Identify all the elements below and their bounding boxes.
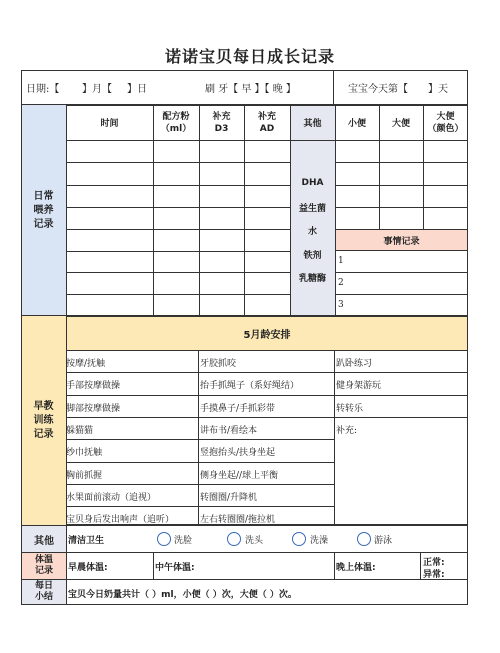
option-wash-hair: 洗头 [245, 536, 264, 546]
training-item: 躲猫猫 [66, 426, 94, 436]
training-note-label: 补充: [336, 426, 358, 436]
other-item-dha: DHA [301, 178, 324, 188]
day-label: 】日 [127, 84, 147, 95]
training-item: 竖抱抬头/扶身坐起 [200, 448, 276, 458]
option-swim: 游泳 [374, 536, 393, 546]
month-label: 】月【 [82, 84, 112, 95]
training-item: 手摸鼻子/手抓彩带 [200, 404, 276, 414]
option-bath: 洗澡 [310, 536, 329, 546]
training-item: 水果面前滚动（追视） [66, 493, 157, 503]
training-item: 手部按摩做操 [66, 381, 121, 391]
option-checkbox[interactable] [157, 532, 171, 546]
events-title: 事情记录 [336, 230, 467, 250]
brush-teeth-label: 刷 牙【 早 】【 晚 】 [205, 84, 296, 95]
page-title: 诺诺宝贝每日成长记录 [164, 47, 335, 66]
training-item: 宝贝身后发出响声（追听） [66, 515, 175, 525]
feeding-section-label: 日常 喂养 记录 [33, 190, 54, 230]
other-item-probiotic: 益生菌 [298, 204, 326, 214]
evening-temp-label: 晚上体温: [336, 563, 376, 573]
normal-label: 正常: [423, 558, 445, 568]
header-stool-color: 大便 （颜色） [427, 111, 464, 134]
other-item-lactase: 乳糖酶 [298, 274, 326, 284]
event-2: 2 [338, 278, 344, 288]
noon-temp-label: 中午体温: [155, 563, 195, 573]
event-1: 1 [338, 256, 344, 266]
other-item-water: 水 [307, 227, 317, 237]
header-stool: 大便 [391, 119, 410, 129]
summary-row-label: 每日 小结 [22, 580, 66, 604]
temp-row-label: 体温 记录 [22, 553, 66, 579]
header-d3: 补充 D3 [212, 111, 231, 134]
training-item: 纱巾抚触 [66, 448, 103, 458]
morning-temp-label: 早晨体温: [68, 563, 108, 573]
option-checkbox[interactable] [227, 532, 241, 546]
header-urine: 小便 [347, 119, 366, 129]
training-item: 胸前抓握 [66, 471, 103, 481]
training-item: 转圈圈/升降机 [200, 493, 258, 503]
abnormal-label: 异常: [423, 570, 445, 580]
training-item: 按摩/抚触 [66, 359, 106, 369]
summary-text: 宝贝今日奶量共计（ ）ml，小便（ ）次，大便（ ）次。 [68, 590, 297, 600]
training-item: 脚部按摩做操 [66, 404, 121, 414]
other-row-label: 其他 [22, 526, 66, 552]
option-wash-face: 洗脸 [174, 536, 193, 546]
header-other: 其他 [303, 119, 322, 129]
option-checkbox[interactable] [357, 532, 371, 546]
training-item: 抬手抓绳子（系好绳结） [200, 381, 300, 391]
header-ad: 补充 AD [257, 111, 276, 134]
training-header: 5月龄安排 [66, 316, 468, 350]
training-item: 左右转圈圈/拖拉机 [200, 515, 276, 525]
training-item: 牙胶抓咬 [200, 359, 237, 369]
header-time: 时间 [100, 119, 119, 129]
training-item: 健身架游玩 [336, 381, 382, 391]
event-3: 3 [338, 300, 344, 310]
training-item: 转转乐 [336, 404, 364, 414]
header-formula: 配方粉 （ml） [160, 111, 192, 134]
date-label: 日期:【 [26, 84, 60, 95]
training-item: 侧身坐起//球上平衡 [200, 471, 279, 481]
training-section-label: 早教 训练 记录 [33, 400, 54, 440]
training-item: 讲布书/看绘本 [200, 426, 258, 436]
option-checkbox[interactable] [292, 532, 306, 546]
today-count-label: 宝宝今天第【 [348, 84, 408, 95]
training-item: 趴卧练习 [336, 359, 373, 369]
clean-label: 清洁卫生 [68, 536, 105, 546]
day-suffix-label: 】天 [428, 84, 448, 95]
other-item-iron: 铁剂 [303, 251, 322, 261]
